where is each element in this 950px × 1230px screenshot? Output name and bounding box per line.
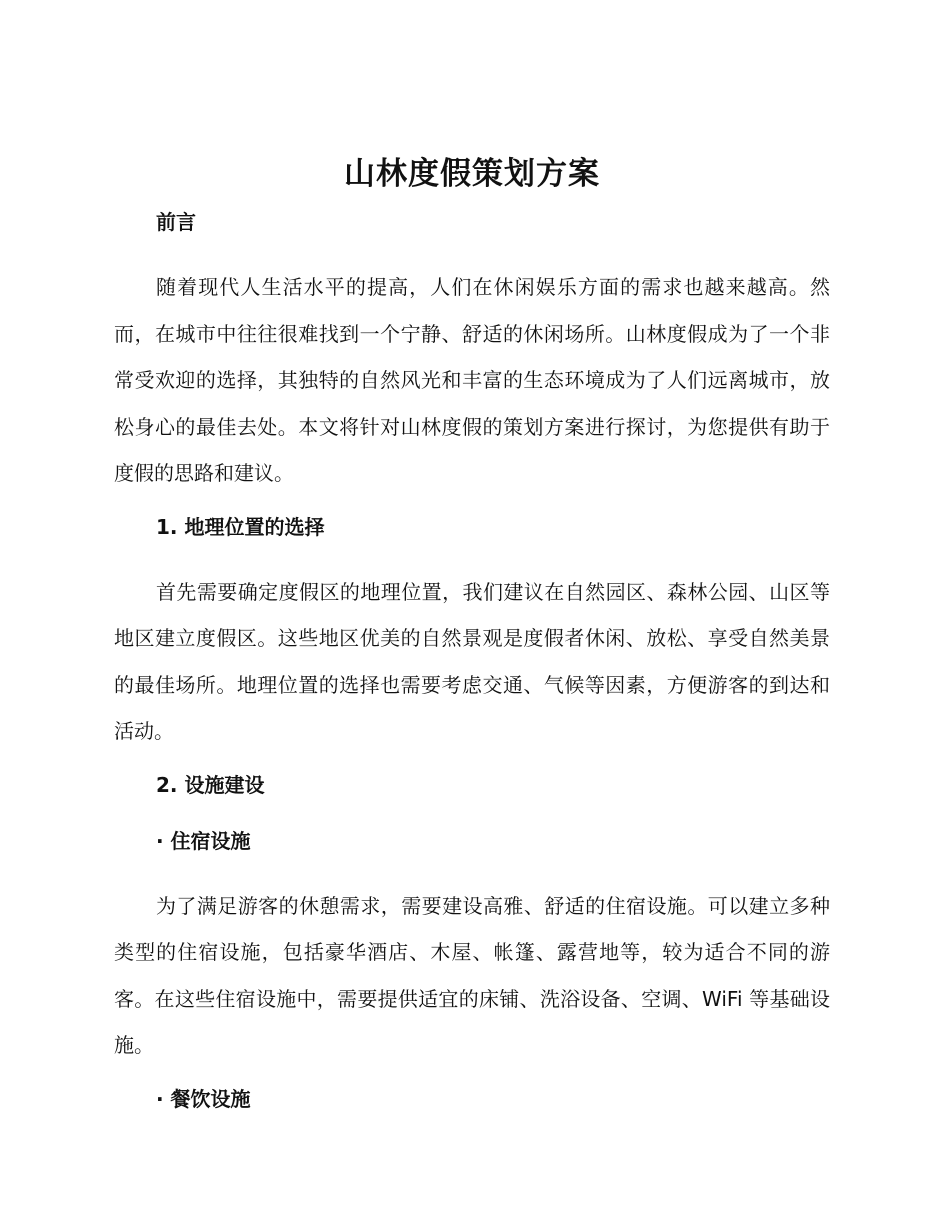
section-heading-location: 1. 地理位置的选择 — [156, 514, 325, 539]
paragraph-location: 首先需要确定度假区的地理位置，我们建议在自然园区、森林公园、山区等地区建立度假区。这些地区优美的自然景观是度假者休闲、放松、享受自然美景的最佳场所。地理位置的选择也需要考虑交通、气候等因素，方便游客的到达和活动。 — [114, 579, 830, 743]
document-title: 山林度假策划方案 — [344, 156, 600, 192]
section-heading-facilities: 2. 设施建设 — [156, 772, 265, 797]
section-heading-lodging: · 住宿设施 — [156, 828, 251, 853]
section-heading-preface: 前言 — [156, 210, 196, 234]
section-heading-dining: · 餐饮设施 — [156, 1086, 251, 1111]
paragraph-lodging: 为了满足游客的休憩需求，需要建设高雅、舒适的住宿设施。可以建立多种类型的住宿设施，包括豪华酒店、木屋、帐篷、露营地等，较为适合不同的游客。在这些住宿设施中，需要提供适宜的床铺、洗浴设备、空调、WiFi 等基础设施。 — [114, 893, 830, 1057]
paragraph-preface: 随着现代人生活水平的提高，人们在休闲娱乐方面的需求也越来越高。然而，在城市中往往很难找到一个宁静、舒适的休闲场所。山林度假成为了一个非常受欢迎的选择，其独特的自然风光和丰富的生态环境成为了人们远离城市，放松身心的最佳去处。本文将针对山林度假的策划方案进行探讨，为您提供有助于度假的思路和建议。 — [114, 275, 830, 485]
